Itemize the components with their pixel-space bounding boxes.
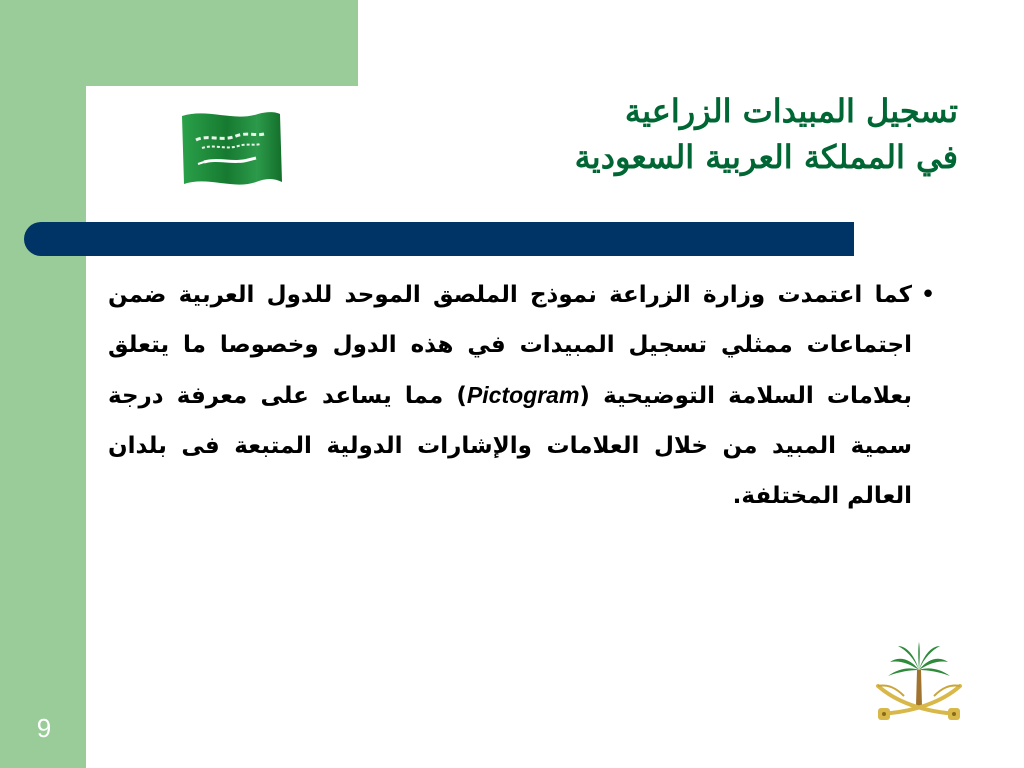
background-top-band — [0, 0, 358, 86]
body-text-part-2: ) مما يساعد على معرفة درجة سمية المبيد من خلال العلامات والإشارات الدولية المتبعة فى بلدان العالم المختلفة. — [108, 383, 912, 509]
body-text-part-1: كما اعتمدت وزارة الزراعة نموذج الملصق الموحد للدول العربية ضمن اجتماعات ممثلي تسجيل المبيدات في هذه الدول وخصوصا ما يتعلق بعلامات السلامة التوضيحية ( — [108, 282, 912, 409]
body-paragraph — [108, 270, 912, 521]
page-number: 9 — [36, 713, 52, 743]
background-left-band — [0, 0, 86, 768]
pictogram-term: Pictogram — [466, 382, 580, 408]
saudi-emblem-icon — [874, 640, 964, 726]
title-line-1: تسجيل المبيدات الزراعية — [624, 92, 958, 130]
slide-body — [104, 270, 944, 521]
bullet-icon: • — [920, 280, 936, 310]
title-line-2: في المملكة العربية السعودية — [574, 138, 958, 176]
slide-title — [398, 88, 958, 180]
saudi-flag-icon — [178, 108, 284, 190]
title-divider-bar — [24, 222, 854, 256]
bullet-item — [104, 270, 944, 521]
